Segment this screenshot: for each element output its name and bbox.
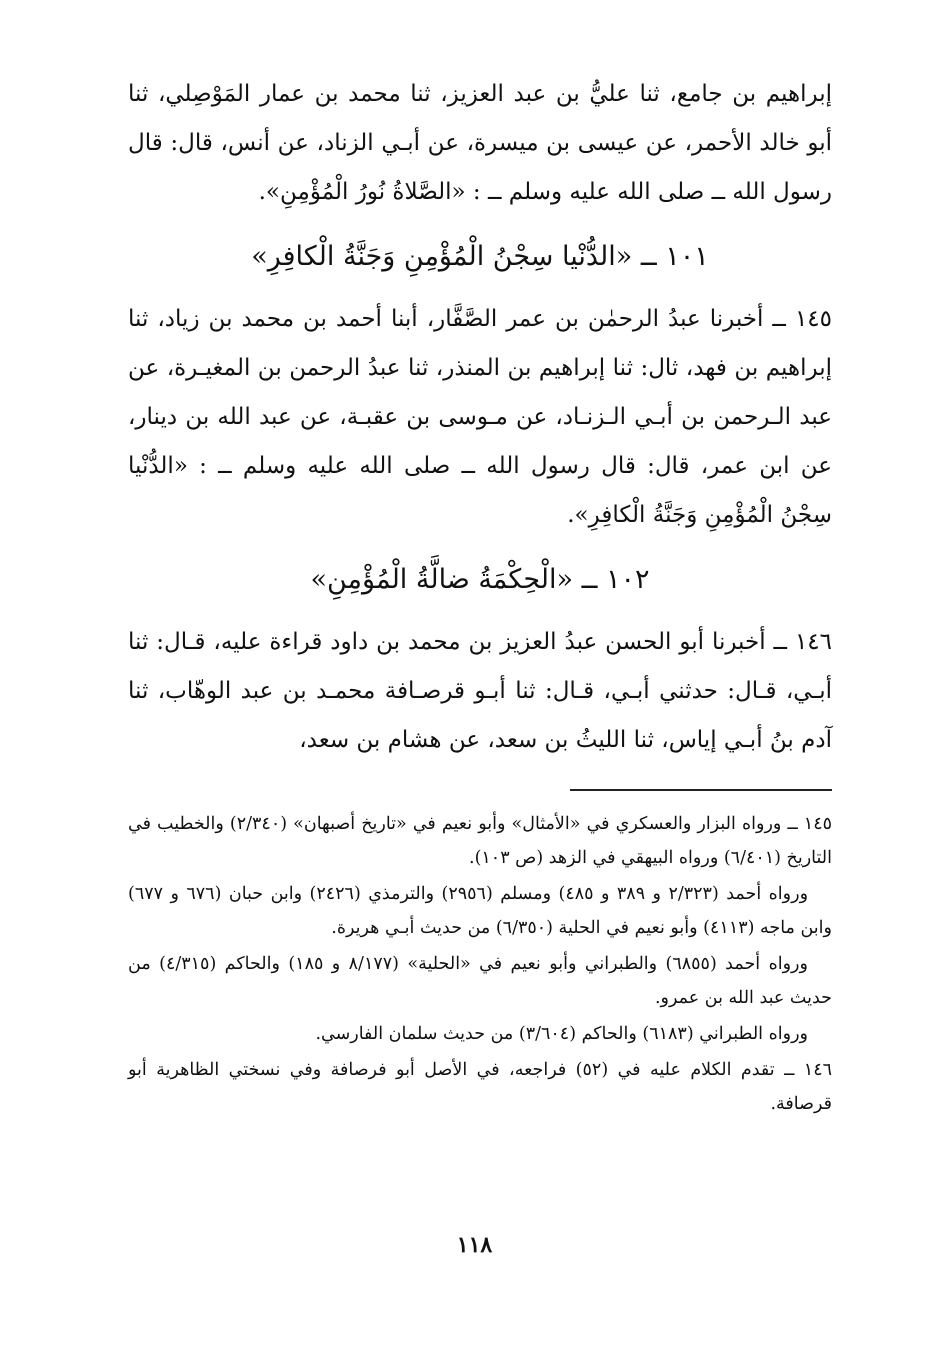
page-number: ١١٨ — [456, 1232, 493, 1258]
hadith-paragraph-145: ١٤٥ ــ أخبرنا عبدُ الرحمٰن بن عمر الصَّفَّار، أبنا أحمد بن محمد بن زياد، ثنا إبراهيم بن فهد، ثال: ثنا إبراهيم بن المنذر، ثنا عبدُ الرحمن بن المغيـرة، عن عبد الـرحمن بن أبـي الـزنـاد، عن مـوسى بن عقبـة، عن عبد الله بن دينار، عن ابن عمر، قال: قال رسول الله ــ صلى الله عليه وسلم ــ : «الدُّنْيا سِجْنُ الْمُؤْمِنِ وَجَنَّةُ الْكافِرِ». — [128, 306, 832, 528]
footnote-145-a: ١٤٥ ــ ورواه البزار والعسكري في «الأمثال» وأبو نعيم في «تاريخ أصبهان» (٢/٣٤٠) والخطيب في التاريخ (٦/٤٠١) ورواه البيهقي في الزهد (ص ١٠٣). — [128, 814, 832, 868]
footnote-145-c: ورواه أحمد (٦٨٥٥) والطبراني وأبو نعيم في «الحلية» (٨/١٧٧ و ١٨٥) والحاكم (٤/٣١٥) من حديث عبد الله بن عمرو. — [128, 954, 832, 1008]
footnote-separator — [570, 789, 832, 791]
page-content — [128, 70, 832, 1123]
footnotes — [128, 807, 832, 1121]
hadith-paragraph-146: ١٤٦ ــ أخبرنا أبو الحسن عبدُ العزيز بن محمد بن داود قراءة عليه، قـال: ثنا أبـي، قـال: حدثني أبـي، قـال: ثنا أبـو قرصـافة محمـد بن عبد الوهّاب، ثنا آدم بنُ أبـي إياس، ثنا الليثُ بن سعد، عن هشام بن سعد، — [128, 629, 832, 753]
footnote-146: ١٤٦ ــ تقدم الكلام عليه في (٥٢) فراجعه، في الأصل أبو فرصافة وفي نسختي الظاهرية أبو قرصافة. — [128, 1060, 832, 1114]
footnote-145-d: ورواه الطبراني (٦١٨٣) والحاكم (٣/٦٠٤) من حديث سلمان الفارسي. — [315, 1024, 808, 1044]
continuation-paragraph: إبراهيم بن جامع، ثنا عليُّ بن عبد العزيز، ثنا محمد بن عمار المَوْصِلي، ثنا أبو خالد الأحمر، عن عيسى بن ميسرة، عن أبـي الزناد، عن أنس، قال: قال رسول الله ــ صلى الله عليه وسلم ــ : «الصَّلاةُ نُورُ الْمُؤْمِنِ». — [128, 81, 832, 205]
footnote-145-b: ورواه أحمد (٢/٣٢٣ و ٣٨٩ و ٤٨٥) ومسلم (٢٩٥٦) والترمذي (٢٤٢٦) وابن حبان (٦٧٦ و ٦٧٧) وابن ماجه (٤١١٣) وأبو نعيم في الحلية (٦/٣٥٠) من حديث أبـي هريرة. — [128, 884, 832, 938]
chapter-heading-101: ١٠١ ــ «الدُّنْيا سِجْنُ الْمُؤْمِنِ وَجَنَّةُ الْكافِرِ» — [251, 241, 709, 272]
chapter-heading-102: ١٠٢ ــ «الْحِكْمَةُ ضالَّةُ الْمُؤْمِنِ» — [310, 564, 650, 595]
